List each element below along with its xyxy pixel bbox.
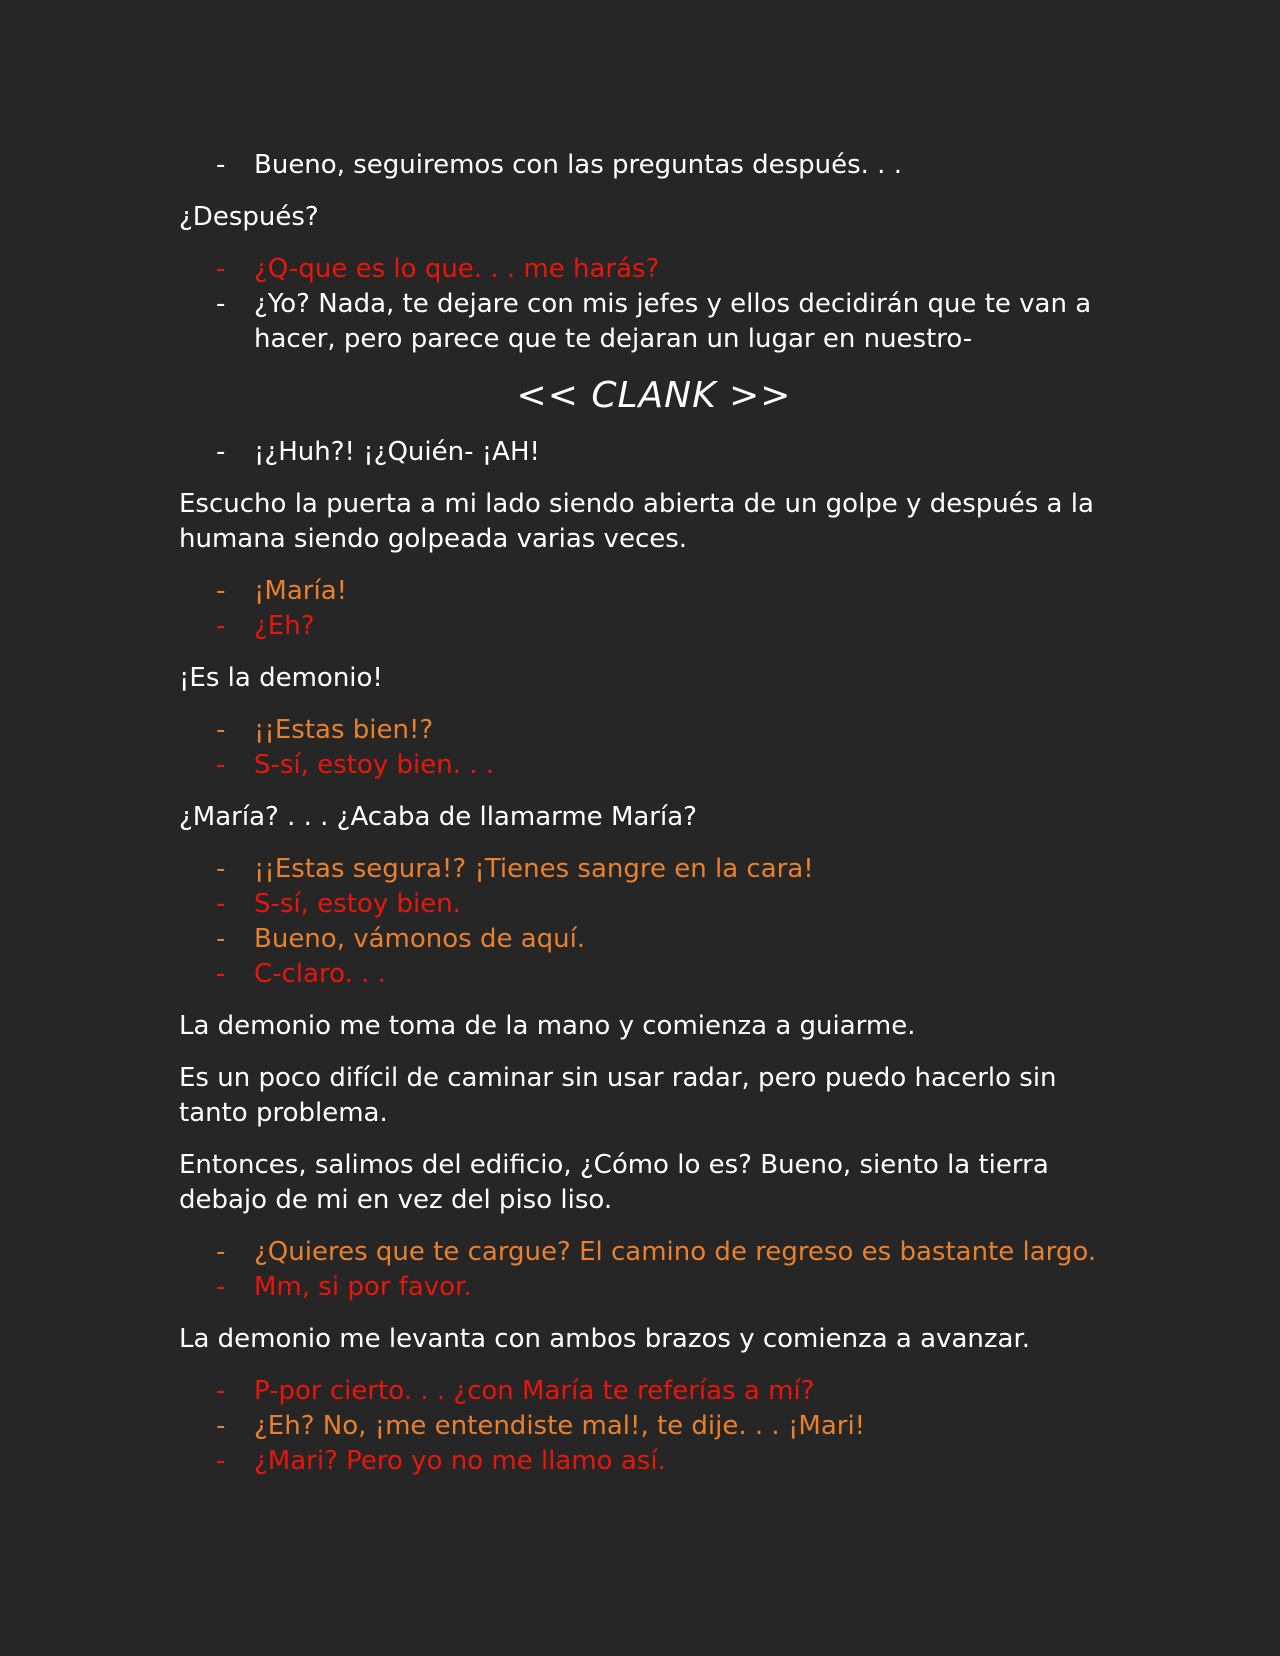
dialogue-text: Mm, si por favor.: [254, 1272, 472, 1302]
dialogue-text: ¡¡Estas bien!?: [254, 715, 434, 745]
dialogue-list: [179, 1374, 1109, 1479]
dash-bullet: -: [216, 854, 226, 884]
narration-paragraph: ¡Es la demonio!: [179, 663, 383, 693]
narration-paragraph: ¿Después?: [179, 202, 319, 232]
dialogue-line: [179, 574, 1109, 609]
dialogue-text: S-sí, estoy bien. . .: [254, 750, 495, 780]
dialogue-text: ¿Quieres que te cargue? El camino de regreso es bastante largo.: [254, 1237, 1097, 1267]
dialogue-list: [179, 574, 1109, 644]
dialogue-line: [179, 1374, 1109, 1409]
dash-bullet: -: [216, 254, 226, 284]
narration-paragraph: La demonio me levanta con ambos brazos y comienza a avanzar.: [179, 1324, 1031, 1354]
dash-bullet: -: [216, 1411, 226, 1441]
dialogue-text: S-sí, estoy bien.: [254, 889, 461, 919]
dialogue-list: [179, 852, 1109, 992]
dash-bullet: -: [216, 150, 226, 180]
narration-paragraph: Es un poco difícil de caminar sin usar radar, pero puedo hacerlo sin tanto problema.: [179, 1063, 1057, 1128]
dialogue-line: [179, 1235, 1109, 1270]
dialogue-text: ¿Q-que es lo que. . . me harás?: [254, 254, 660, 284]
dialogue-line: [179, 609, 1109, 644]
dash-bullet: -: [216, 959, 226, 989]
narration-paragraph: ¿María? . . . ¿Acaba de llamarme María?: [179, 802, 697, 832]
dash-bullet: -: [216, 1376, 226, 1406]
dash-bullet: -: [216, 750, 226, 780]
dialogue-text: ¡¡Estas segura!? ¡Tienes sangre en la cara!: [254, 854, 814, 884]
dialogue-line: [179, 748, 1109, 783]
sound-effect: << CLANK >>: [516, 375, 792, 416]
dialogue-text: ¡¿Huh?! ¡¿Quién- ¡AH!: [254, 437, 540, 467]
dash-bullet: -: [216, 437, 226, 467]
dash-bullet: -: [216, 1237, 226, 1267]
narration-paragraph: La demonio me toma de la mano y comienza a guiarme.: [179, 1011, 916, 1041]
dash-bullet: -: [216, 1446, 226, 1476]
dialogue-text: ¿Eh?: [254, 611, 315, 641]
dialogue-text: Bueno, vámonos de aquí.: [254, 924, 586, 954]
dialogue-text: C-claro. . .: [254, 959, 386, 989]
narration-paragraph: Entonces, salimos del edificio, ¿Cómo lo es? Bueno, siento la tierra debajo de mi en vez del piso liso.: [179, 1150, 1049, 1215]
dialogue-text: P-por cierto. . . ¿con María te referías a mí?: [254, 1376, 815, 1406]
dialogue-list: [179, 148, 1109, 183]
dialogue-line: [179, 252, 1109, 287]
dialogue-list: [179, 1235, 1109, 1305]
dialogue-line: [179, 713, 1109, 748]
dialogue-text: ¿Mari? Pero yo no me llamo así.: [254, 1446, 666, 1476]
dialogue-text: ¡María!: [254, 576, 348, 606]
dialogue-list: [179, 252, 1109, 357]
dialogue-text: ¿Eh? No, ¡me entendiste mal!, te dije. . . ¡Mari!: [254, 1411, 866, 1441]
dash-bullet: -: [216, 889, 226, 919]
dash-bullet: -: [216, 1272, 226, 1302]
dash-bullet: -: [216, 924, 226, 954]
dialogue-text: Bueno, seguiremos con las preguntas después. . .: [254, 150, 902, 180]
dialogue-line: [179, 887, 1109, 922]
dialogue-line: [179, 922, 1109, 957]
dialogue-text: ¿Yo? Nada, te dejare con mis jefes y ellos decidirán que te van a hacer, pero parece que te dejaran un lugar en nuestro-: [254, 289, 1092, 354]
dash-bullet: -: [216, 576, 226, 606]
dialogue-list: [179, 435, 1109, 470]
document-page: [179, 148, 1109, 1496]
dialogue-line: [179, 852, 1109, 887]
dialogue-line: [179, 1409, 1109, 1444]
dialogue-line: [179, 957, 1109, 992]
dialogue-list: [179, 713, 1109, 783]
dialogue-line: [179, 148, 1109, 183]
dialogue-line: [179, 1270, 1109, 1305]
dialogue-line: [179, 435, 1109, 470]
dialogue-line: [179, 1444, 1109, 1479]
dash-bullet: -: [216, 715, 226, 745]
dash-bullet: -: [216, 611, 226, 641]
dash-bullet: -: [216, 289, 226, 319]
narration-paragraph: Escucho la puerta a mi lado siendo abierta de un golpe y después a la humana siendo golpeada varias veces.: [179, 489, 1094, 554]
dialogue-line: [179, 287, 1109, 357]
